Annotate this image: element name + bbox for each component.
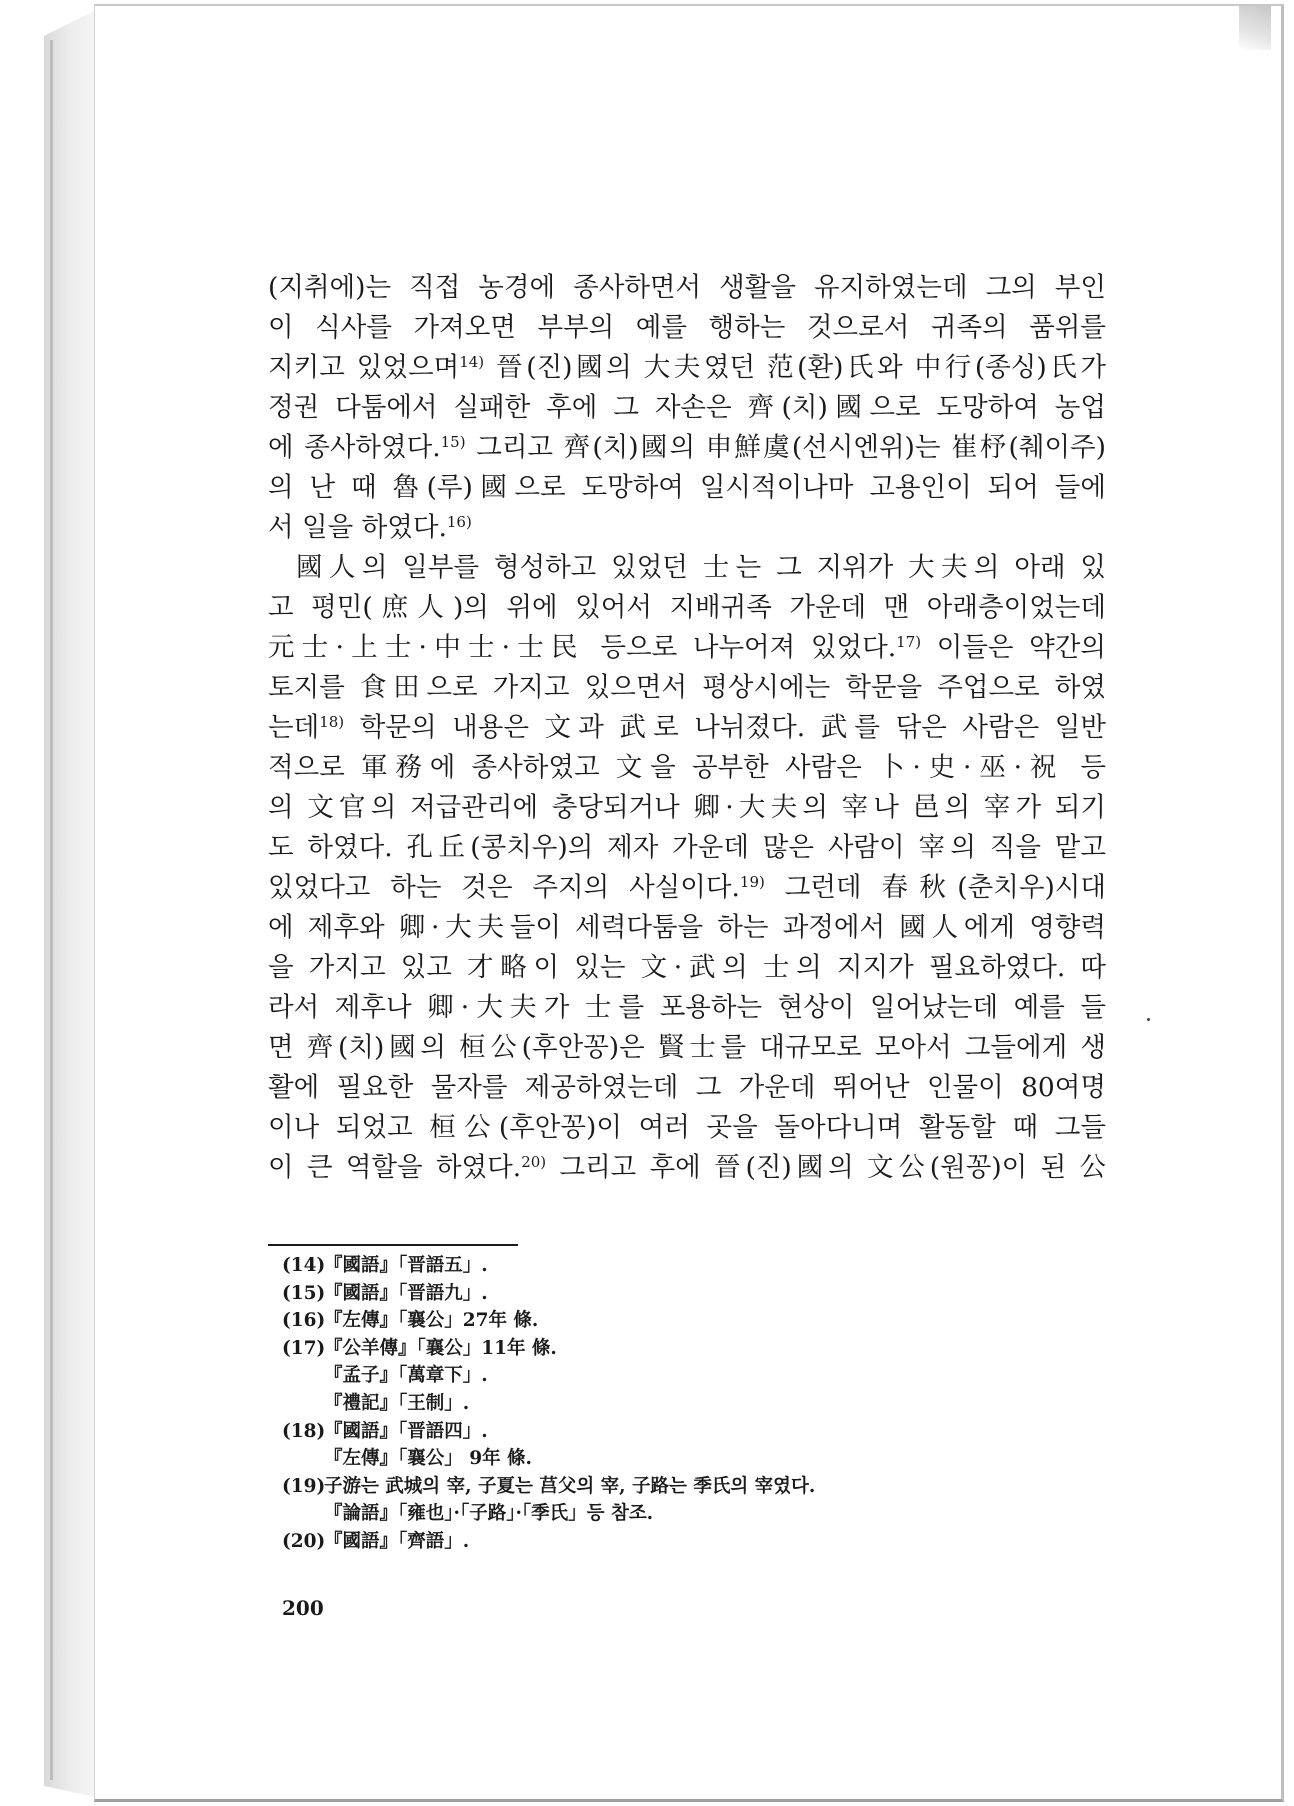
footnote <box>282 1252 1082 1280</box>
text-line: 이 큰 역할을 하였다.$^{20)}$ 그리고 후에 晉(진)國의 文公(원꽁)이 된 公 <box>268 1152 1106 1183</box>
text-line: 의 文官의 저급관리에 충당되거나 卿·大夫의 宰나 邑의 宰가 되기 <box>268 792 1106 823</box>
footnote-divider <box>268 1244 518 1246</box>
footnote-ref[interactable]: 17) <box>896 633 922 651</box>
footnote-number: (17) <box>282 1337 326 1359</box>
footnote-continuation <box>282 1362 1082 1390</box>
text-line: 을 가지고 있고 才略이 있는 文·武의 士의 지지가 필요하였다. 따 <box>268 952 1106 983</box>
text-line: 면 齊(치)國의 桓公(후안꽁)은 賢士를 대규모로 모아서 그들에게 생 <box>268 1032 1106 1063</box>
text-line: 라서 제후나 卿·大夫가 士를 포용하는 현상이 일어났는데 예를 들 <box>268 992 1106 1023</box>
footnote-ref[interactable]: 19) <box>739 873 765 891</box>
footnote-number: (14) <box>282 1255 326 1276</box>
binding-line <box>50 40 53 1780</box>
footnote-text: 『國語』「晋語九」. <box>324 1282 488 1304</box>
footnote-ref[interactable]: 14) <box>459 353 485 371</box>
text-line: 토지를 食田으로 가지고 있으면서 평상시에는 학문을 주업으로 하였 <box>268 672 1106 703</box>
footnote <box>282 1418 1082 1446</box>
footnote-text: 子游는 武城의 宰, 子夏는 莒父의 宰, 子路는 季氏의 宰였다. <box>324 1475 816 1497</box>
text-line: 정권 다툼에서 실패한 후에 그 자손은 齊(치)國으로 도망하여 농업 <box>268 392 1106 423</box>
body-text <box>268 268 1106 1188</box>
footnote <box>282 1307 1082 1335</box>
footnote-text: 『公羊傳』「襄公」11年 條. <box>324 1337 557 1359</box>
footnote-text: 『禮記』「王制」. <box>324 1392 470 1414</box>
footnote-continuation <box>282 1500 1082 1528</box>
ink-speck <box>1147 1018 1150 1021</box>
footnote-text: 『孟子』「萬章下」. <box>324 1365 488 1387</box>
text-line: 있었다고 하는 것은 주지의 사실이다.$^{19)}$ 그런데 春秋(춘치우)시대 <box>268 872 1106 903</box>
text-line: 도 하였다. 孔丘(콩치우)의 제자 가운데 많은 사람이 宰의 직을 맡고 <box>268 832 1106 863</box>
text-line: 활에 필요한 물자를 제공하였는데 그 가운데 뛰어난 인물이 80여명 <box>268 1072 1106 1103</box>
footnote <box>282 1335 1082 1363</box>
footnote-continuation <box>282 1390 1082 1418</box>
footnotes <box>282 1252 1082 1556</box>
text-line: 지키고 있었으며$^{14)}$ 晉(진)國의 大夫였던 范(환)氏와 中行(종싱)氏가 <box>268 352 1106 383</box>
text-line: 고 평민(庶人)의 위에 있어서 지배귀족 가운데 맨 아래층이었는데 <box>268 592 1106 623</box>
footnote-ref[interactable]: 15) <box>440 433 466 451</box>
text-line: 의 난 때 魯(루)國으로 도망하여 일시적이나마 고용인이 되어 들에 <box>268 472 1106 503</box>
footnote-text: 『國語』「晋語五」. <box>324 1255 488 1276</box>
footnote-number: (18) <box>282 1420 326 1442</box>
footnote-ref[interactable]: 20) <box>521 1153 547 1171</box>
footnote <box>282 1280 1082 1308</box>
footnote-text: 『左傳』「襄公」 9年 條. <box>324 1448 532 1470</box>
footnote-number: (15) <box>282 1282 326 1304</box>
text-line: 는데$^{18)}$ 학문의 내용은 文과 武로 나뉘졌다. 武를 닦은 사람은 일반 <box>268 712 1106 743</box>
text-line: 서 일을 하였다.$^{16)}$ <box>268 512 472 543</box>
text-line: (지취에)는 직접 농경에 종사하면서 생활을 유지하였는데 그의 부인 <box>268 272 1106 303</box>
text-line: 에 종사하였다.$^{15)}$ 그리고 齊(치)國의 申鮮虞(선시엔위)는 崔杼(췌이주) <box>268 432 1106 463</box>
footnote-number: (20) <box>282 1530 326 1552</box>
text-line: 國人의 일부를 형성하고 있었던 士는 그 지위가 大夫의 아래 있 <box>296 552 1106 583</box>
footnote-ref[interactable]: 18) <box>319 713 345 731</box>
footnote-text: 『國語』「晋語四」. <box>324 1420 488 1442</box>
footnote-text: 『國語』「齊語」. <box>324 1530 470 1552</box>
text-line: 이나 되었고 桓公(후안꽁)이 여러 곳을 돌아다니며 활동할 때 그들 <box>268 1112 1106 1143</box>
footnote-number: (16) <box>282 1310 326 1332</box>
footnote <box>282 1473 1082 1501</box>
page-corner-fold <box>1239 6 1271 50</box>
footnote-continuation <box>282 1445 1082 1473</box>
page-number: 200 <box>282 1596 324 1620</box>
text-line: 적으로 軍務에 종사하였고 文을 공부한 사람은 卜·史·巫·祝 등 <box>268 752 1106 783</box>
text-line: 이 식사를 가져오면 부부의 예를 행하는 것으로서 귀족의 품위를 <box>268 312 1106 343</box>
footnote-text: 『左傳』「襄公」27年 條. <box>324 1310 539 1332</box>
footnote-text: 『論語』「雍也」·「子路」·「季氏」등 참조. <box>324 1503 654 1525</box>
footnote <box>282 1528 1082 1556</box>
text-line: 元士·上士·中士·士民 등으로 나누어져 있었다.$^{17)}$ 이들은 약간의 <box>268 632 1106 663</box>
footnote-number: (19) <box>282 1475 326 1497</box>
text-line: 에 제후와 卿·大夫들이 세력다툼을 하는 과정에서 國人에게 영향력 <box>268 912 1106 943</box>
footnote-ref[interactable]: 16) <box>446 513 472 531</box>
